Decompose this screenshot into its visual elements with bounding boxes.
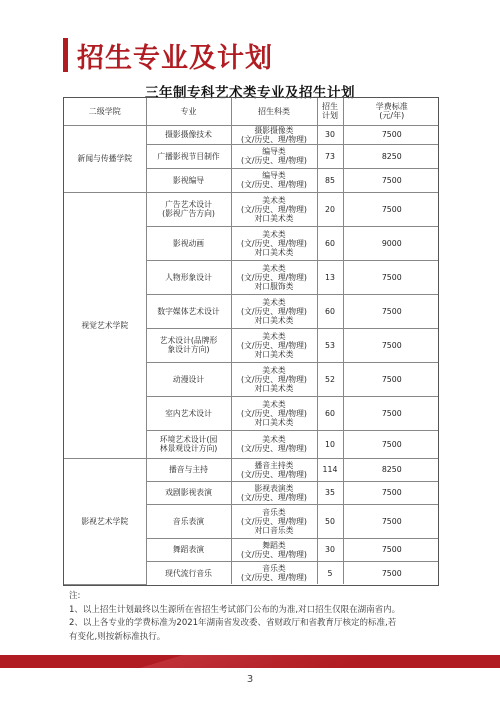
cell-major (146, 328, 231, 362)
cell-major-line: 舞蹈表演 (172, 545, 205, 555)
cell-category-line: 编导类 (262, 147, 286, 157)
header-category: 招生科类 (231, 98, 317, 125)
cell-major-line: 数字媒体艺术设计 (157, 306, 220, 316)
cell-category-line: (文/历史、理/物理) (241, 549, 307, 559)
cell-major-line: 广告艺术设计 (165, 200, 212, 210)
cell-category-line: 播音主持类 (254, 460, 294, 470)
cell-major-line: 环境艺术设计(园 (159, 435, 218, 445)
notes-label: 注: (69, 591, 81, 601)
cell-category (231, 168, 317, 192)
cell-category-line: 美术类 (262, 195, 286, 205)
cell-category-line: 舞蹈类 (262, 540, 286, 550)
cell-fee: 7500 (343, 430, 439, 458)
page-number: 3 (246, 674, 254, 685)
notes-box (63, 588, 439, 644)
cell-category-line: (文/历史、理/物理) (241, 469, 307, 479)
cell-category-line: 美术类 (262, 297, 286, 307)
cell-category-line: 音乐类 (262, 507, 286, 517)
cell-fee: 7500 (343, 328, 439, 362)
cell-category (231, 260, 317, 294)
cell-category (231, 561, 317, 584)
table-frame (63, 97, 439, 586)
cell-major (146, 430, 231, 458)
cell-plan: 60 (317, 226, 343, 260)
cell-fee: 7500 (343, 294, 439, 328)
cell-category-line: 编导类 (262, 171, 286, 181)
cell-category (231, 538, 317, 561)
cell-major-line: 音乐表演 (172, 516, 205, 526)
cell-category (231, 294, 317, 328)
cell-college: 视觉艺术学院 (64, 192, 146, 458)
cell-category (231, 481, 317, 504)
cell-major (146, 144, 231, 168)
cell-major (146, 260, 231, 294)
cell-fee: 7500 (343, 504, 439, 538)
footer-band (0, 655, 500, 668)
cell-college: 影视艺术学院 (64, 458, 146, 584)
cell-fee: 7500 (343, 538, 439, 561)
note-line-1: 1、以上招生计划最终以生源所在省招生考试部门公布的为准,对口招生仅限在湖南省内。 (69, 604, 401, 615)
enrollment-table (64, 98, 439, 585)
cell-major (146, 396, 231, 430)
cell-category-line: (文/历史、理/物理) (241, 238, 307, 248)
cell-plan: 60 (317, 294, 343, 328)
cell-category-line: (文/历史、理/物理) (241, 180, 307, 190)
cell-category-line: (文/历史、理/物理) (241, 306, 307, 316)
cell-category (231, 458, 317, 481)
cell-category-line: (文/历史、理/物理) (241, 134, 307, 144)
cell-fee: 7500 (343, 168, 439, 192)
cell-plan: 52 (317, 362, 343, 396)
cell-fee: 8250 (343, 458, 439, 481)
cell-major-line: 象设计方向) (167, 345, 210, 355)
cell-plan: 50 (317, 504, 343, 538)
cell-category (231, 362, 317, 396)
cell-fee: 7500 (343, 481, 439, 504)
cell-category-line: 对口美术类 (254, 418, 294, 427)
table-row (64, 125, 439, 144)
header-plan-line2: 计划 (322, 111, 338, 121)
cell-category (231, 125, 317, 144)
cell-major (146, 504, 231, 538)
cell-category-line: 对口美术类 (254, 384, 294, 393)
cell-fee: 7500 (343, 192, 439, 226)
cell-major (146, 294, 231, 328)
cell-major-line: 林景观设计方向) (159, 444, 218, 454)
cell-category-line: (文/历史、理/物理) (241, 516, 307, 526)
cell-fee: 7500 (343, 260, 439, 294)
cell-category-line: 对口美术类 (254, 350, 294, 359)
cell-fee: 7500 (343, 125, 439, 144)
table-body (64, 125, 439, 584)
section-heading (63, 36, 273, 74)
cell-category (231, 144, 317, 168)
cell-category-line: 美术类 (262, 399, 286, 409)
cell-category-line: 对口美术类 (254, 316, 294, 325)
cell-major-line: 现代流行音乐 (165, 568, 212, 578)
cell-category-line: 对口美术类 (254, 248, 294, 257)
cell-major-line: (影视广告方向) (162, 209, 215, 219)
cell-major-line: 室内艺术设计 (165, 408, 212, 418)
cell-plan: 73 (317, 144, 343, 168)
footer-band-stripe (140, 655, 500, 668)
cell-plan: 20 (317, 192, 343, 226)
cell-category-line: 美术类 (262, 263, 286, 273)
cell-fee: 8250 (343, 144, 439, 168)
table-row (64, 192, 439, 226)
cell-plan: 30 (317, 125, 343, 144)
cell-major (146, 362, 231, 396)
cell-category-line: (文/历史、理/物理) (241, 272, 307, 282)
cell-major-line: 摄影摄像技术 (165, 130, 212, 140)
cell-major-line: 艺术设计(品牌形 (159, 336, 218, 346)
cell-category-line: (文/历史、理/物理) (241, 444, 307, 454)
cell-category-line: 对口音乐类 (254, 526, 294, 535)
header-plan (317, 98, 343, 125)
cell-plan: 10 (317, 430, 343, 458)
cell-major-line: 影视动画 (172, 238, 205, 248)
table-title: 三年制专科艺术类专业及招生计划 (145, 85, 355, 101)
header-plan-line1: 招生 (322, 101, 338, 111)
cell-major-line: 广播影视节目制作 (157, 151, 220, 161)
cell-college: 新闻与传播学院 (64, 125, 146, 192)
table-row (64, 458, 439, 481)
cell-category (231, 226, 317, 260)
cell-plan: 35 (317, 481, 343, 504)
cell-major (146, 226, 231, 260)
cell-major (146, 168, 231, 192)
header-fee (343, 98, 439, 125)
cell-category-line: 影视表演类 (254, 483, 294, 493)
cell-category-line: (文/历史、理/物理) (241, 340, 307, 350)
cell-major-line: 影视编导 (172, 175, 205, 185)
note-line-3: 有变化,则按新标准执行。 (69, 631, 166, 642)
cell-plan: 13 (317, 260, 343, 294)
cell-major (146, 561, 231, 584)
cell-category-line: (文/历史、理/物理) (241, 204, 307, 214)
cell-plan: 114 (317, 458, 343, 481)
table-header-row (64, 98, 439, 125)
header-fee-line1: 学费标准 (375, 101, 408, 111)
note-line-2: 2、以上各专业的学费标准为2021年湖南省发改委、省财政厅和省教育厅核定的标准,若 (69, 618, 397, 628)
cell-major (146, 458, 231, 481)
cell-plan: 30 (317, 538, 343, 561)
cell-plan: 85 (317, 168, 343, 192)
cell-major (146, 538, 231, 561)
cell-plan: 5 (317, 561, 343, 584)
cell-category-line: 美术类 (262, 435, 286, 445)
cell-category-line: 美术类 (262, 229, 286, 239)
section-title: 招生专业及计划 (77, 42, 273, 74)
cell-category-line: 摄影摄像类 (254, 125, 294, 135)
cell-category (231, 504, 317, 538)
cell-fee: 9000 (343, 226, 439, 260)
cell-major-line: 播音与主持 (169, 465, 208, 475)
cell-plan: 60 (317, 396, 343, 430)
cell-category (231, 192, 317, 226)
cell-category (231, 430, 317, 458)
cell-category-line: 美术类 (262, 365, 286, 375)
cell-category-line: (文/历史、理/物理) (241, 492, 307, 502)
cell-category (231, 396, 317, 430)
cell-major-line: 动漫设计 (172, 374, 205, 384)
header-fee-line2: (元/年) (379, 111, 405, 121)
cell-category-line: 音乐类 (262, 563, 286, 573)
cell-major (146, 192, 231, 226)
cell-category-line: 美术类 (262, 331, 286, 341)
cell-category-line: (文/历史、理/物理) (241, 156, 307, 166)
cell-category-line: 对口服饰类 (254, 282, 294, 291)
cell-fee: 7500 (343, 362, 439, 396)
cell-category-line: (文/历史、理/物理) (241, 573, 307, 583)
cell-category-line: (文/历史、理/物理) (241, 374, 307, 384)
cell-major-line: 戏剧影视表演 (165, 488, 212, 498)
cell-fee: 7500 (343, 396, 439, 430)
cell-category (231, 328, 317, 362)
cell-category-line: (文/历史、理/物理) (241, 408, 307, 418)
cell-major (146, 481, 231, 504)
header-college: 二级学院 (64, 98, 146, 125)
cell-category-line: 对口美术类 (254, 214, 294, 223)
cell-fee: 7500 (343, 561, 439, 584)
cell-major-line: 人物形象设计 (165, 272, 212, 282)
cell-major (146, 125, 231, 144)
heading-accent-bar (63, 38, 68, 72)
cell-plan: 53 (317, 328, 343, 362)
header-major: 专业 (146, 98, 231, 125)
